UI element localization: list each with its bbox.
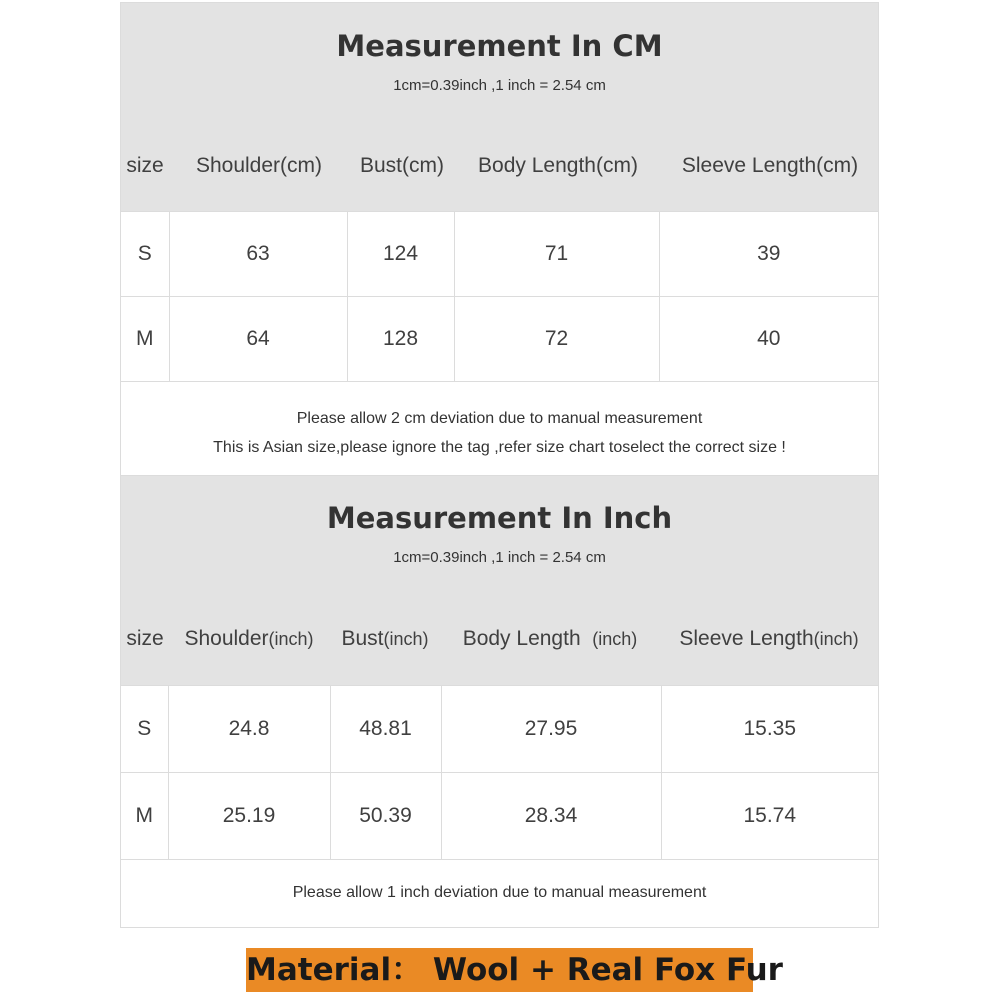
cm-note-line: This is Asian size,please ignore the tag ,refer size chart toselect the correct size !	[213, 438, 786, 456]
inch-cell-bust: 50.39	[330, 772, 441, 859]
inch-cell-sleeve-length: 15.35	[661, 685, 878, 772]
inch-header-body-length	[463, 627, 638, 651]
cm-header-size: size	[126, 154, 164, 177]
cm-cell-size: M	[121, 297, 169, 381]
inch-header-label: Shoulder	[184, 626, 269, 650]
inch-header-unit: (inch)	[383, 628, 429, 649]
cm-cell-body-length: 71	[454, 212, 659, 297]
cm-cell-shoulder: 63	[169, 212, 347, 297]
cm-title: Measurement In CM	[336, 29, 663, 63]
inch-header-label: Sleeve Length	[679, 626, 814, 650]
inch-conversion-note: 1cm=0.39inch ,1 inch = 2.54 cm	[393, 548, 606, 566]
cm-conversion-note: 1cm=0.39inch ,1 inch = 2.54 cm	[393, 77, 606, 94]
inch-header-unit: (inch)	[592, 628, 638, 649]
inch-cell-bust: 48.81	[330, 685, 441, 772]
inch-cell-size: M	[121, 772, 168, 859]
table-row	[121, 297, 878, 381]
inch-header-label: Bust	[341, 626, 384, 650]
table-row	[121, 212, 878, 297]
inch-cell-sleeve-length: 15.74	[661, 772, 878, 859]
cm-cell-bust: 128	[347, 297, 454, 381]
table-row	[121, 685, 878, 772]
cm-cell-size: S	[121, 212, 169, 297]
inch-header	[121, 475, 878, 685]
cm-header-bust: Bust(cm)	[360, 154, 444, 177]
inch-header-label: Body Length	[462, 626, 581, 650]
inch-cell-body-length: 28.34	[441, 772, 661, 859]
table-row	[121, 772, 878, 859]
inch-header-label: size	[126, 626, 164, 650]
cm-header	[121, 3, 878, 211]
inch-cell-size: S	[121, 685, 168, 772]
inch-header-shoulder	[184, 627, 313, 651]
cm-header-shoulder: Shoulder(cm)	[195, 154, 323, 177]
inch-header-unit: (inch)	[268, 628, 314, 649]
inch-table	[121, 685, 878, 860]
inch-header-unit: (inch)	[813, 628, 859, 649]
size-chart	[120, 2, 879, 928]
inch-title: Measurement In Inch	[326, 500, 673, 535]
inch-cell-shoulder: 25.19	[168, 772, 330, 859]
cm-cell-sleeve-length: 39	[659, 212, 878, 297]
inch-header-bust	[341, 627, 428, 651]
cm-cell-body-length: 72	[454, 297, 659, 381]
cm-cell-bust: 124	[347, 212, 454, 297]
material-banner: Material： Wool + Real Fox Fur	[246, 948, 753, 992]
cm-note-line: Please allow 2 cm deviation due to manual measurement	[296, 409, 703, 427]
inch-header-sleeve-length	[679, 627, 858, 651]
cm-header-body-length: Body Length(cm)	[478, 154, 638, 177]
cm-deviation-note	[121, 381, 878, 475]
inch-deviation-note: Please allow 1 inch deviation due to manual measurement	[121, 859, 878, 927]
cm-table	[121, 211, 878, 381]
cm-cell-shoulder: 64	[169, 297, 347, 381]
inch-cell-body-length: 27.95	[441, 685, 661, 772]
inch-header-size	[126, 627, 163, 651]
cm-header-sleeve-length: Sleeve Length(cm)	[681, 154, 859, 177]
inch-cell-shoulder: 24.8	[168, 685, 330, 772]
cm-cell-sleeve-length: 40	[659, 297, 878, 381]
